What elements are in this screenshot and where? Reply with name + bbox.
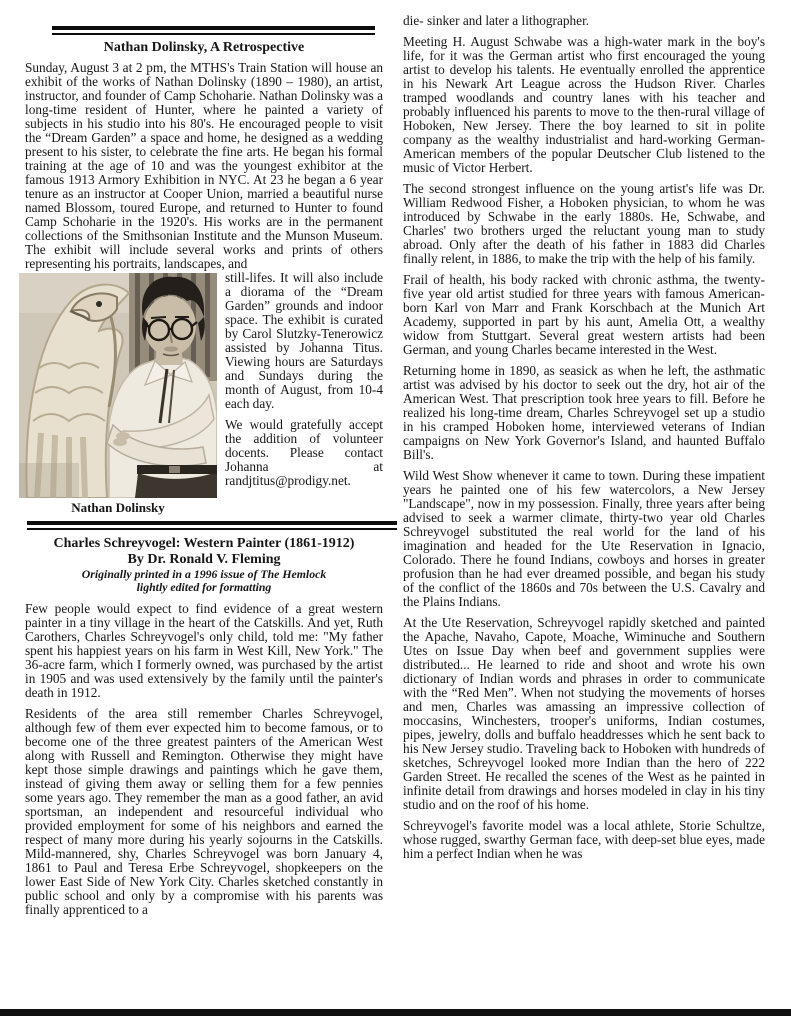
article2-paragraph-9: At the Ute Reservation, Schreyvogel rapidly sketched and painted the Apache, Navaho, Capote, Moache, Wiminuche and Southern Utes on Issue Day when beef and government supplies were distributed... He learned to ride and shoot and wrote his own dictionary of Indian words and phrases in order to communicate with the “Red Men”. When not studying the movements of horses and men, Charles was amassing an impressive collection of moccasins, Winchesters, trooper's uniforms, Indian costumes, pipes, jewelry, dolls and buffalo headdresses which he sent back to his New Jersey studio. Traveling back to Hoboken with hundreds of sketches, Schreyvogel looked more Indian than the hero of 222 Garden Street. He recalled the scenes of the West as he painted in infinite detail from drawings and horses modeled in clay in his tiny studio and on the roof of his home. [403, 615, 765, 812]
article2-paragraph-7: Returning home in 1890, as seasick as when he left, the asthmatic artist was advised by his doctor to seek out the dry, hot air of the American West. That prescription took hree years to fill. Before he realized his long-time dream, Charles Schreyvogel set up a studio in his cramped Hoboken home, interviewed veterans of Indian campaigns on New York Governor's Island, and haunted Buffalo Bill's. [403, 363, 765, 462]
article2-heading-block [25, 536, 383, 594]
photo-section [25, 270, 383, 515]
right-column [403, 14, 765, 924]
article2-paragraph-4: Meeting H. August Schwabe was a high-water mark in the boy's life, for it was the German artist who first encouraged the young artist to develop his talents. He eventually enrolled the apprentice in his Newark Art League across the Hudson River. Charles tramped woodlands and country lanes with his teacher and probably influenced his parents to move to the then-rural village of Hoboken, New Jersey. There the boy learned to sit in polite company as the wealthy industrialist and hard-working German-American members of the popular Deutscher Club listened to the music of Victor Herbert. [403, 34, 765, 175]
article1-paragraph-2: We would gratefully accept the addition of volunteer docents. Please contact Johanna at randjtitus@prodigy.net. [225, 417, 383, 488]
article1-title: Nathan Dolinsky, A Retrospective [103, 40, 305, 55]
page-bottom-rule [0, 1009, 791, 1016]
article2-byline: By Dr. Ronald V. Fleming [127, 552, 281, 567]
article2-credit-line-1: Originally printed in a 1996 issue of The Hemlock [81, 567, 327, 581]
article2-title: Charles Schreyvogel: Western Painter (1861-1912) [53, 536, 355, 551]
article1-top-rule [52, 26, 375, 35]
nathan-dolinsky-photo-image [19, 273, 217, 498]
article2-paragraph-8: Wild West Show whenever it came to town. During these impatient years he painted one of his few watercolors, a New Jersey "Landscape", now in my possession. Finally, three years after being advised to seek a warmer climate, thirty-two year old Charles Schreyvogel substituted the real world for the land of his imagination and headed for the Ute Reservation in Ignacio, Colorado. There he found Indians, cowboys and horses in greater profusion than he had ever dreamed possible, and began his study of the conflict of the 1860s and 70s between the U.S. Cavalry and the Plains Indians. [403, 468, 765, 609]
article2-paragraph-1: Few people would expect to find evidence of a great western painter in a tiny village in the heart of the Catskills. And yet, Ruth Carothers, Charles Schreyvogel's only child, told me: "My father spent his happiest years on his farm in West Kill, New York." The 36-acre farm, which I formerly owned, was purchased by the artist in 1905 and was used extensively by the family until the painter's death in 1912. [25, 601, 383, 700]
article2-credit-line-2: lightly edited for formatting [136, 580, 272, 594]
article2-paragraph-6: Frail of health, his body racked with chronic asthma, the twenty-five year old artist studied for three years with famous American-born Karl von Marr and Frank Korschbach at the Munich Art Academy, supported in part by his aunt, Amelia Ott, a wealthy widow from Stuttgart. Several great western artists had been German, and young Charles became interested in the West. [403, 272, 765, 357]
article2-top-rule [27, 521, 397, 530]
photo-caption: Nathan Dolinsky [71, 500, 165, 515]
article2-paragraph-2: Residents of the area still remember Charles Schreyvogel, although few of them ever expected him to become famous, or to become one of the three greatest painters of the American West along with Russell and Remington. Otherwise they might have kept those simple drawings and paintings which he gave them, instead of giving them away or selling them for a few pennies some years ago. They remember the man as a good father, an avid sportsman, an independent and resourceful individual who provided employment for some of his neighbors and earned the respect of many more during his yearly sojourns in the Catskills. Mild-mannered, shy, Charles Schreyvogel was born January 4, 1861 to Paul and Teresa Erbe Schreyvogel, shopkeepers on the lower East Side of New York City. Charles sketched constantly in public school and only by a compromise with his parents was finally apprenticed to a [25, 706, 383, 917]
article2-paragraph-10: Schreyvogel's favorite model was a local athlete, Storie Schultze, whose rugged, swarthy German face, with deep-set blue eyes, made him a perfect Indian when he was [403, 818, 765, 861]
article1-paragraph-1: Sunday, August 3 at 2 pm, the MTHS's Train Station will house an exhibit of the works of Nathan Dolinsky (1890 – 1980), an artist, instructor, and founder of Camp Schoharie. Nathan Dolinsky was a long-time resident of Hunter, where he painted a variety of subjects in his studio into his 80's. He encouraged people to visit the “Dream Garden” a space and home, he designed as a wedding present to his sister, to celebrate the fine arts. He began his formal training at the age of 10 and was the youngest exhibitor at the famous 1913 Armory Exhibition in NYC. At 23 he began a 6 year tenure as an instructor at Cooper Union, married a beautiful nurse named Blossom, toured Europe, and returned to Hunter to found Camp Schoharie in the 1920's. His works are in the permanent collections of the Smithsonian Institute and the Munson Museum. The exhibit will include several works and prints of others representing his portraits, landscapes, and [25, 60, 383, 271]
article2-paragraph-3: die- sinker and later a lithographer. [403, 13, 590, 28]
left-column [25, 14, 383, 924]
nathan-dolinsky-photo [19, 273, 217, 515]
article2-paragraph-5: The second strongest influence on the young artist's life was Dr. William Redwood Fisher, a Hoboken physician, to whom he was introduced by Schwabe in the early 1880s. He, Schwabe, and Charles' two brothers urged the reluctant young man to study abroad. Only after the death of his father in 1883 did Charles finally relent, in 1886, to make the trip with the help of his family. [403, 181, 765, 266]
article1-paragraph-1-continued: still-lifes. It will also include a diorama of the “Dream Garden” grounds and indoor space. The exhibit is curated by Carol Slutzky-Tenerowicz assisted by Johanna Titus. Viewing hours are Saturdays and Sundays during the month of August, from 10-4 each day. [225, 270, 383, 411]
